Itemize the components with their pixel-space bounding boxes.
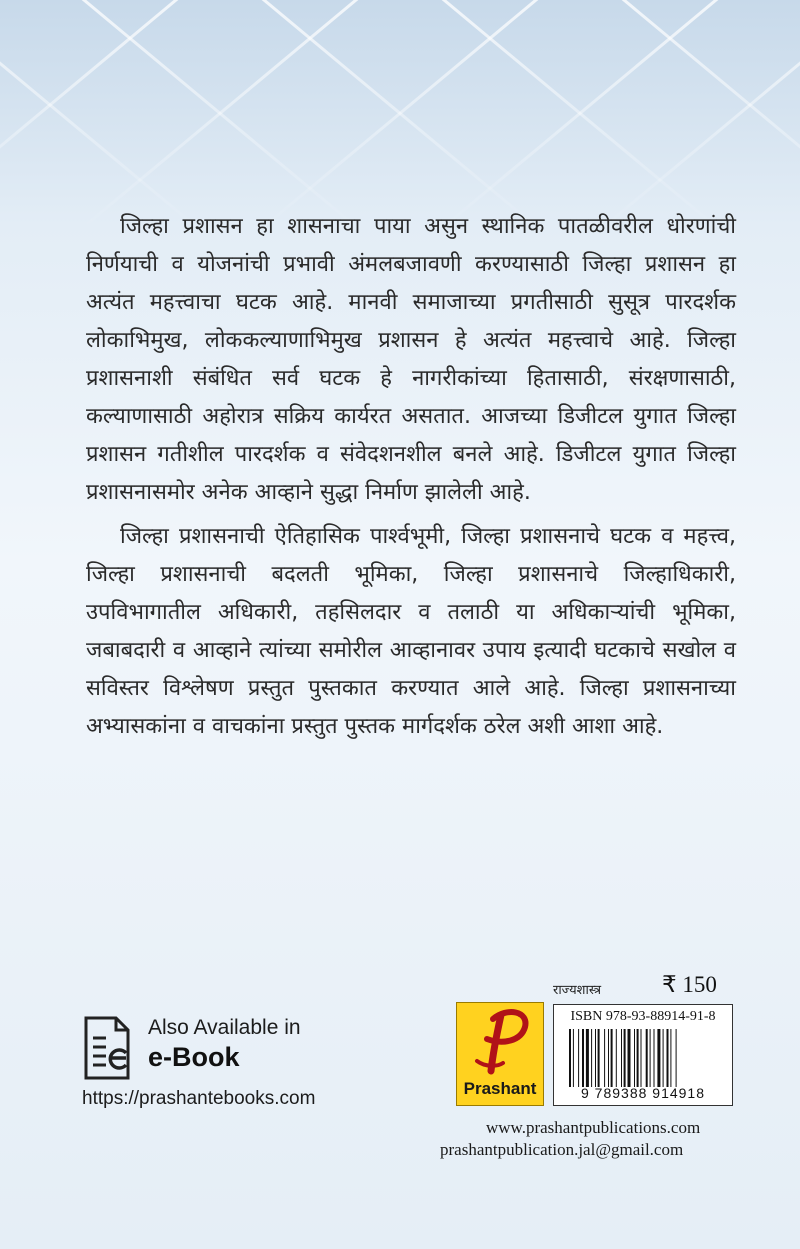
barcode-bar: [591, 1029, 592, 1087]
barcode-bar: [608, 1029, 609, 1087]
barcode-bar: [598, 1029, 600, 1087]
ebook-also-available-label: Also Available in: [148, 1016, 301, 1039]
ebook-format-label: e-Book: [148, 1042, 240, 1072]
barcode-bar: [578, 1029, 579, 1087]
barcode-bar: [569, 1029, 571, 1087]
publisher-website-link[interactable]: www.prashantpublications.com: [486, 1118, 701, 1137]
barcode-bar: [634, 1029, 635, 1087]
barcode-bar: [646, 1029, 648, 1087]
barcode-bar: [611, 1029, 613, 1087]
publisher-logo-name: Prashant: [463, 1079, 537, 1098]
ebook-document-icon: [82, 1016, 132, 1080]
barcode-bar: [654, 1029, 655, 1087]
publisher-email-link[interactable]: prashantpublication.jal@gmail.com: [440, 1140, 684, 1159]
ebook-url-link[interactable]: https://prashantebooks.com: [82, 1088, 316, 1109]
barcode-digits: 9 789388 914918: [581, 1085, 705, 1101]
isbn-barcode: [553, 1004, 733, 1106]
barcode-bar: [595, 1029, 596, 1087]
description-paragraph: जिल्हा प्रशासनाची ऐतिहासिक पार्श्वभूमी, जिल्हा प्रशासनाचे घटक व महत्त्व, जिल्हा प्रशासनाची बदलती भूमिका, जिल्हा प्रशासनाचे जिल्हाधिकारी, उपविभागातील अधिकारी, तहसिलदार व तलाठी या अधिकाऱ्यांची भूमिका, जबाबदारी व आव्हाने त्यांच्या समोरील आव्हानावर उपाय इत्यादी घटकाचे सखोल व सविस्तर विश्लेषण प्रस्तुत पुस्तकात करण्यात आले आहे. जिल्हा प्रशासनाच्या अभ्यासकांना व वाचकांना प्रस्तुत पुस्तक मार्गदर्शक ठरेल अशी आशा आहे.: [86, 524, 736, 739]
barcode-bar: [624, 1029, 626, 1087]
barcode-bar: [641, 1029, 642, 1087]
barcode-bars: [567, 1029, 717, 1087]
barcode-bar: [676, 1029, 677, 1087]
barcode-bar: [586, 1029, 589, 1087]
publisher-p-logo-icon: [463, 1005, 537, 1079]
barcode-bar: [628, 1029, 631, 1087]
barcode-bar: [663, 1029, 664, 1087]
description-text: [86, 208, 736, 752]
book-subject-label: राज्यशास्त्र: [553, 983, 602, 998]
book-price: ₹ 150: [662, 972, 717, 997]
barcode-bar: [670, 1029, 671, 1087]
isbn-number: ISBN 978-93-88914-91-8: [570, 1009, 716, 1024]
publisher-logo: [456, 1002, 544, 1106]
description-paragraph: जिल्हा प्रशासन हा शासनाचा पाया असुन स्थानिक पातळीवरील धोरणांची निर्णयाची व योजनांची प्रभावी अंमलबजावणी करण्यासाठी जिल्हा प्रशासन हा अत्यंत महत्त्वाचा घटक आहे. मानवी समाजाच्या प्रगतीसाठी सुसूत्र पारदर्शक लोकाभिमुख, लोककल्याणाभिमुख प्रशासन हे अत्यंत महत्त्वाचे आहे. जिल्हा प्रशासनाशी संबंधित सर्व घटक हे नागरीकांच्या हितासाठी, संरक्षणासाठी, कल्याणासाठी अहोरात्र सक्रिय कार्यरत असतात. आजच्या डिजीटल युगात जिल्हा प्रशासन गतीशील पारदर्शक व संवेदशनशील बनले आहे. डिजीटल युगात जिल्हा प्रशासनासमोर अनेक आव्हाने सुद्धा निर्माण झालेली आहे.: [86, 214, 736, 505]
barcode-bar: [667, 1029, 669, 1087]
barcode-bar: [604, 1029, 605, 1087]
barcode-bar: [616, 1029, 617, 1087]
barcode-bar: [582, 1029, 584, 1087]
barcode-bar: [573, 1029, 574, 1087]
barcode-bar: [621, 1029, 622, 1087]
barcode-bar: [657, 1029, 660, 1087]
barcode-bar: [637, 1029, 639, 1087]
barcode-bar: [650, 1029, 651, 1087]
